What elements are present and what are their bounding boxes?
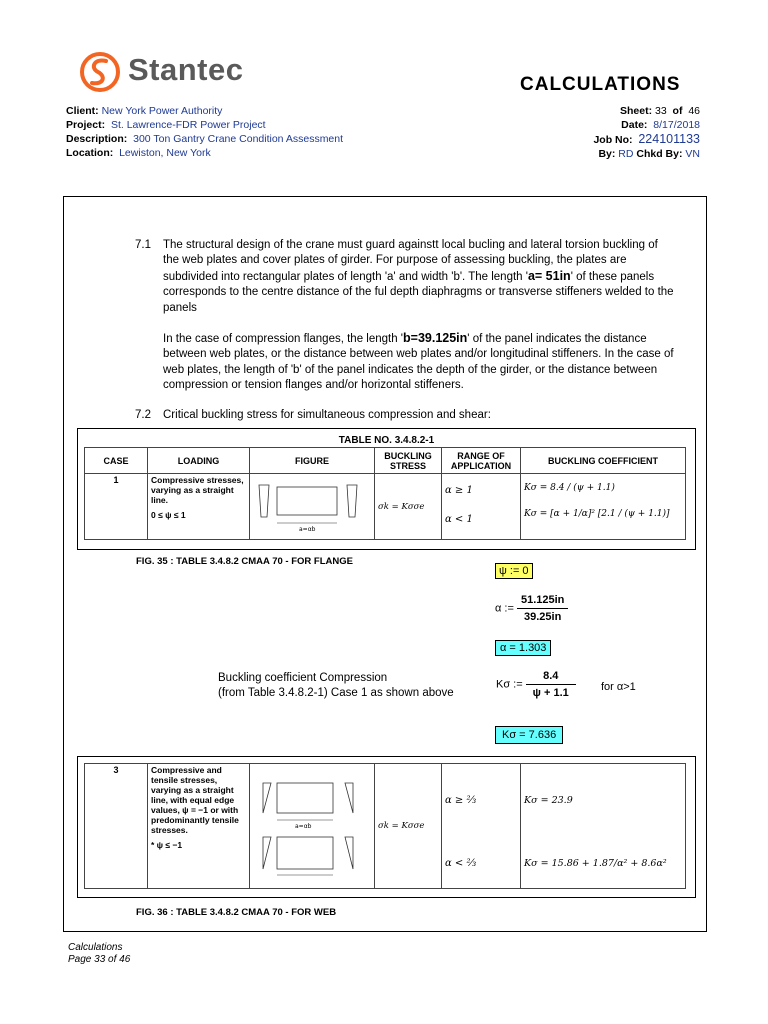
- sheet-value: 33: [655, 105, 667, 117]
- coef-desc-line2: (from Table 3.4.8.2-1) Case 1 as shown above: [218, 687, 454, 699]
- para2-text-a: In the case of compression flanges, the length ': [163, 333, 404, 345]
- of-label: of: [672, 105, 683, 117]
- table2-range1: α ≥ ⅔: [445, 795, 477, 806]
- table1-header-range: RANGE OF APPLICATION: [442, 448, 521, 474]
- table1-coef2: Kσ = [α + 1/α]² [2.1 / (ψ + 1.1)]: [524, 509, 670, 519]
- table2-coef1: Kσ = 23.9: [524, 795, 573, 806]
- para2-bold: b=39.125in: [403, 331, 468, 345]
- section-7-2-number: 7.2: [135, 409, 151, 421]
- section-7-1-number: 7.1: [135, 239, 151, 251]
- table2-coef2: Kσ = 15.86 + 1.87/α² + 8.6α²: [524, 858, 667, 869]
- project-value: St. Lawrence-FDR Power Project: [110, 119, 266, 131]
- k-note: for α>1: [601, 681, 636, 693]
- para1-bold: a= 51in: [527, 268, 571, 283]
- table2-fig-label-1: a=αb: [295, 823, 312, 830]
- psi-value: ψ := 0: [495, 563, 533, 579]
- alpha-denominator: 39.25in: [524, 611, 562, 623]
- job-value: 224101133: [638, 132, 700, 146]
- client-label: Client:: [66, 105, 99, 117]
- k-result: Kσ = 7.636: [495, 726, 563, 744]
- project-label: Project:: [66, 119, 106, 131]
- k-numerator: 8.4: [526, 670, 576, 685]
- description-label: Description:: [66, 133, 128, 145]
- table2-box: [77, 756, 696, 898]
- para2-text-b: ' of the panel indicates the distance between web plates, or the distance between web plates and/or longitudinal stiffeners. In the case of web plates, the length of 'b' of the panel indicates the depth of the girder, or the distance between compression or tension flanges and/or horizontal stiffeners.: [163, 333, 674, 392]
- k-fraction: [526, 670, 576, 699]
- page-footer: [68, 942, 130, 966]
- table1-loading-range: 0 ≤ ψ ≤ 1: [151, 510, 186, 520]
- table1-coef-cell: [521, 474, 686, 540]
- k-lhs: Kσ :=: [496, 678, 523, 691]
- sheet-total: 46: [688, 105, 700, 117]
- company-name: Stantec: [128, 52, 244, 87]
- table1-range-cell: [442, 474, 521, 540]
- by-label: By:: [598, 148, 616, 160]
- table2-stress: σk = Kσσe: [375, 764, 442, 889]
- table1-figure: [250, 474, 375, 540]
- table1-header-figure: FIGURE: [250, 448, 375, 474]
- description-value: 300 Ton Gantry Crane Condition Assessment: [133, 133, 344, 145]
- by-value: RD: [618, 148, 634, 160]
- alpha-numerator: 51.125in: [517, 594, 568, 609]
- job-label: Job No:: [593, 134, 633, 146]
- table1-header-stress: BUCKLING STRESS: [375, 448, 442, 474]
- doc-title: CALCULATIONS: [520, 74, 681, 95]
- sheet-label: Sheet:: [620, 105, 653, 117]
- alpha-result: α = 1.303: [495, 640, 551, 656]
- table2-loading-range: * ψ ≤ −1: [151, 840, 183, 850]
- table1-header-coef: BUCKLING COEFFICIENT: [521, 448, 686, 474]
- alpha-lhs: α :=: [495, 602, 514, 615]
- table1-loading: Compressive stresses, varying as a straight line.: [151, 475, 244, 505]
- section-7-2-text: Critical buckling stress for simultaneous compression and shear:: [163, 409, 491, 421]
- stantec-logo: [80, 52, 120, 97]
- web-stress-figure: [253, 765, 363, 883]
- table1-case: 1: [85, 474, 148, 540]
- location-value: Lewiston, New York: [119, 147, 211, 159]
- table1-box: [77, 428, 696, 550]
- location-label: Location:: [66, 147, 114, 159]
- chkd-value: VN: [685, 148, 700, 160]
- table1-fig-label: a=αb: [299, 526, 316, 533]
- panel-stress-figure: [253, 475, 363, 535]
- table2: [84, 763, 686, 889]
- alpha-equation: [495, 594, 568, 623]
- header-right: [593, 104, 700, 161]
- section-7-1-para2: [163, 331, 675, 394]
- k-denominator: ψ + 1.1: [532, 687, 569, 699]
- k-equation: [496, 670, 576, 699]
- table2-coef-cell: [521, 764, 686, 889]
- table1-title: TABLE NO. 3.4.8.2-1: [338, 435, 435, 446]
- table1-coef1: Kσ = 8.4 / (ψ + 1.1): [524, 483, 615, 493]
- table1-header-case: CASE: [85, 448, 148, 474]
- fig35-caption: FIG. 35 : TABLE 3.4.8.2 CMAA 70 - FOR FLANGE: [136, 556, 353, 567]
- table2-figure: [250, 764, 375, 889]
- stantec-logo-icon: [80, 52, 120, 92]
- coef-desc-line1: Buckling coefficient Compression: [218, 672, 388, 684]
- chkd-label: Chkd By:: [636, 148, 683, 160]
- table1-loading-cell: [148, 474, 250, 540]
- table1: [84, 447, 686, 540]
- table1-range1: α ≥ 1: [445, 485, 473, 496]
- table1-stress: σk = Kσσe: [375, 474, 442, 540]
- date-value: 8/17/2018: [653, 119, 700, 131]
- table2-loading-cell: [148, 764, 250, 889]
- table1-range2: α < 1: [445, 514, 473, 525]
- table2-range2: α < ⅔: [445, 858, 477, 869]
- para1-text-a: The structural design of the crane must guard againstt local bucling and lateral torsion buckling of the web plates and cover plates of girder. For purpose of assessing buckling, the plates are subdivided into rectangular plates of length 'a' and width 'b'. The length ': [163, 239, 658, 283]
- footer-line1: Calculations: [68, 942, 123, 953]
- table1-header-loading: LOADING: [148, 448, 250, 474]
- coef-description: [218, 671, 454, 701]
- table2-loading: Compressive and tensile stresses, varying as a straight line, with equal edge values, ψ = −1 or with predominantly tensile stresses.: [151, 765, 239, 835]
- client-value: New York Power Authority: [101, 105, 223, 117]
- date-label: Date:: [621, 119, 648, 131]
- footer-page-number: Page 33 of 46: [68, 954, 131, 965]
- alpha-fraction: [517, 594, 568, 623]
- fig36-caption: FIG. 36 : TABLE 3.4.8.2 CMAA 70 - FOR WEB: [136, 907, 337, 918]
- table2-case: 3: [85, 764, 148, 889]
- section-7-1-para1: [163, 238, 675, 316]
- table2-range-cell: [442, 764, 521, 889]
- para1-text-b: ' of these panels corresponds to the centre distance of the ful depth diaphragms or transverse stiffeners welded to the panels: [163, 270, 674, 314]
- header-left: [66, 104, 343, 160]
